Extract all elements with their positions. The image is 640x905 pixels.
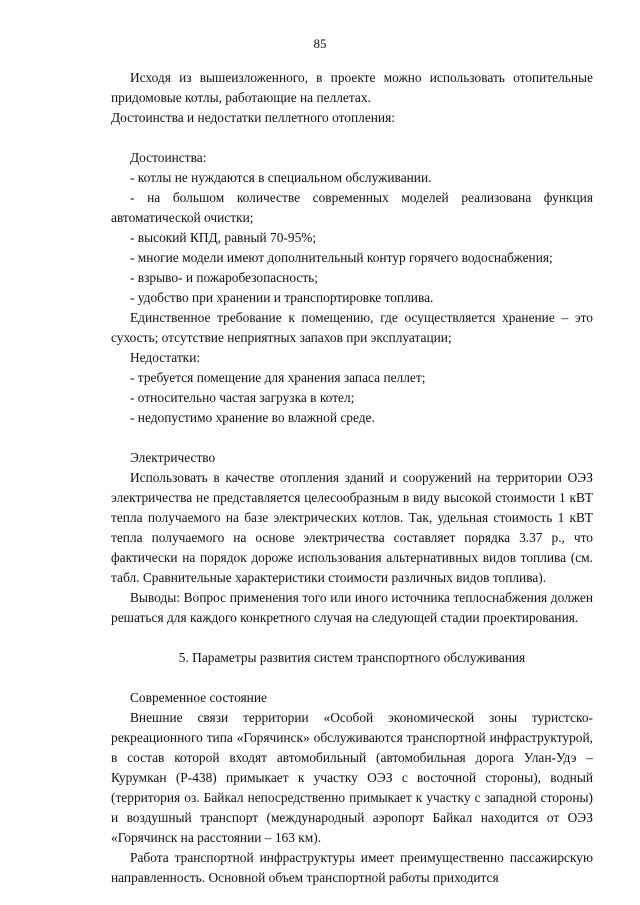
blank-line [111, 128, 593, 148]
advantage-item: - многие модели имеют дополнительный контур горячего водоснабжения; [130, 250, 553, 265]
disadvantage-item: - относительно частая загрузка в котел; [130, 390, 355, 405]
transport-work-paragraph: Работа транспортной инфраструктуры имеет преимущественно пассажирскую направленность. Основной объем транспортной работы приходится [111, 850, 593, 885]
conclusion-paragraph: Выводы: Вопрос применения того или иного источника теплоснабжения должен решаться для каждого конкретного случая на следующей стадии проектирования. [111, 590, 593, 625]
intro-paragraph: Исходя из вышеизложенного, в проекте можно использовать отопительные придомовые котлы, работающие на пеллетах. [111, 70, 593, 105]
disadvantage-item: - требуется помещение для хранения запаса пеллет; [130, 370, 426, 385]
section-subheading: Современное состояние [130, 690, 267, 705]
storage-requirement: Единственное требование к помещению, где осуществляется хранение – это сухость; отсутствие неприятных запахов при эксплуатации; [111, 310, 593, 345]
blank-line [111, 428, 593, 448]
section-heading: 5. Параметры развития систем транспортного обслуживания [178, 650, 526, 665]
advantage-item: - высокий КПД, равный 70-95%; [130, 230, 317, 245]
electricity-title: Электричество [130, 450, 216, 465]
advantage-item: - котлы не нуждаются в специальном обслуживании. [130, 170, 432, 185]
blank-line [111, 628, 593, 648]
external-links-paragraph: Внешние связи территории «Особой экономической зоны туристско-рекреационного типа «Горячинск» обслуживаются транспортной инфраструктурой, в состав которой входят автомобильный (автомобильная дорога Улан-Удэ – Курумкан (Р-438) примыкает к участку ОЭЗ с восточной стороны), водный (территория оз. Байкал непосредственно примыкает к участку с западной стороны) и воздушный транспорт (международный аэропорт Байкал находится от ОЭЗ «Горячинск на расстоянии – 163 км). [111, 710, 593, 845]
advantages-title: Достоинства: [130, 150, 207, 165]
advantage-item: - удобство при хранении и транспортировке топлива. [130, 290, 434, 305]
page-number: 85 [313, 36, 327, 51]
document-body [111, 68, 593, 888]
blank-line [111, 668, 593, 688]
pellet-heading: Достоинства и недостатки пеллетного отопления: [111, 110, 395, 125]
electricity-paragraph: Использовать в качестве отопления зданий и сооружений на территории ОЭЗ электричества не представляется целесообразным в виду высокой стоимости 1 кВТ тепла получаемого на базе электрических котлов. Так, удельная стоимость 1 кВТ тепла получаемого на основе электричества составляет порядка 3.37 р., что фактически на порядок дороже использования альтернативных видов топлива (см. табл. Сравнительные характеристики стоимости различных видов топлива). [111, 470, 593, 585]
disadvantages-title: Недостатки: [130, 350, 201, 365]
disadvantage-item: - недопустимо хранение во влажной среде. [130, 410, 375, 425]
advantage-item: - на большом количестве современных моделей реализована функция автоматической очистки; [111, 190, 593, 225]
advantage-item: - взрыво- и пожаробезопасность; [130, 270, 318, 285]
